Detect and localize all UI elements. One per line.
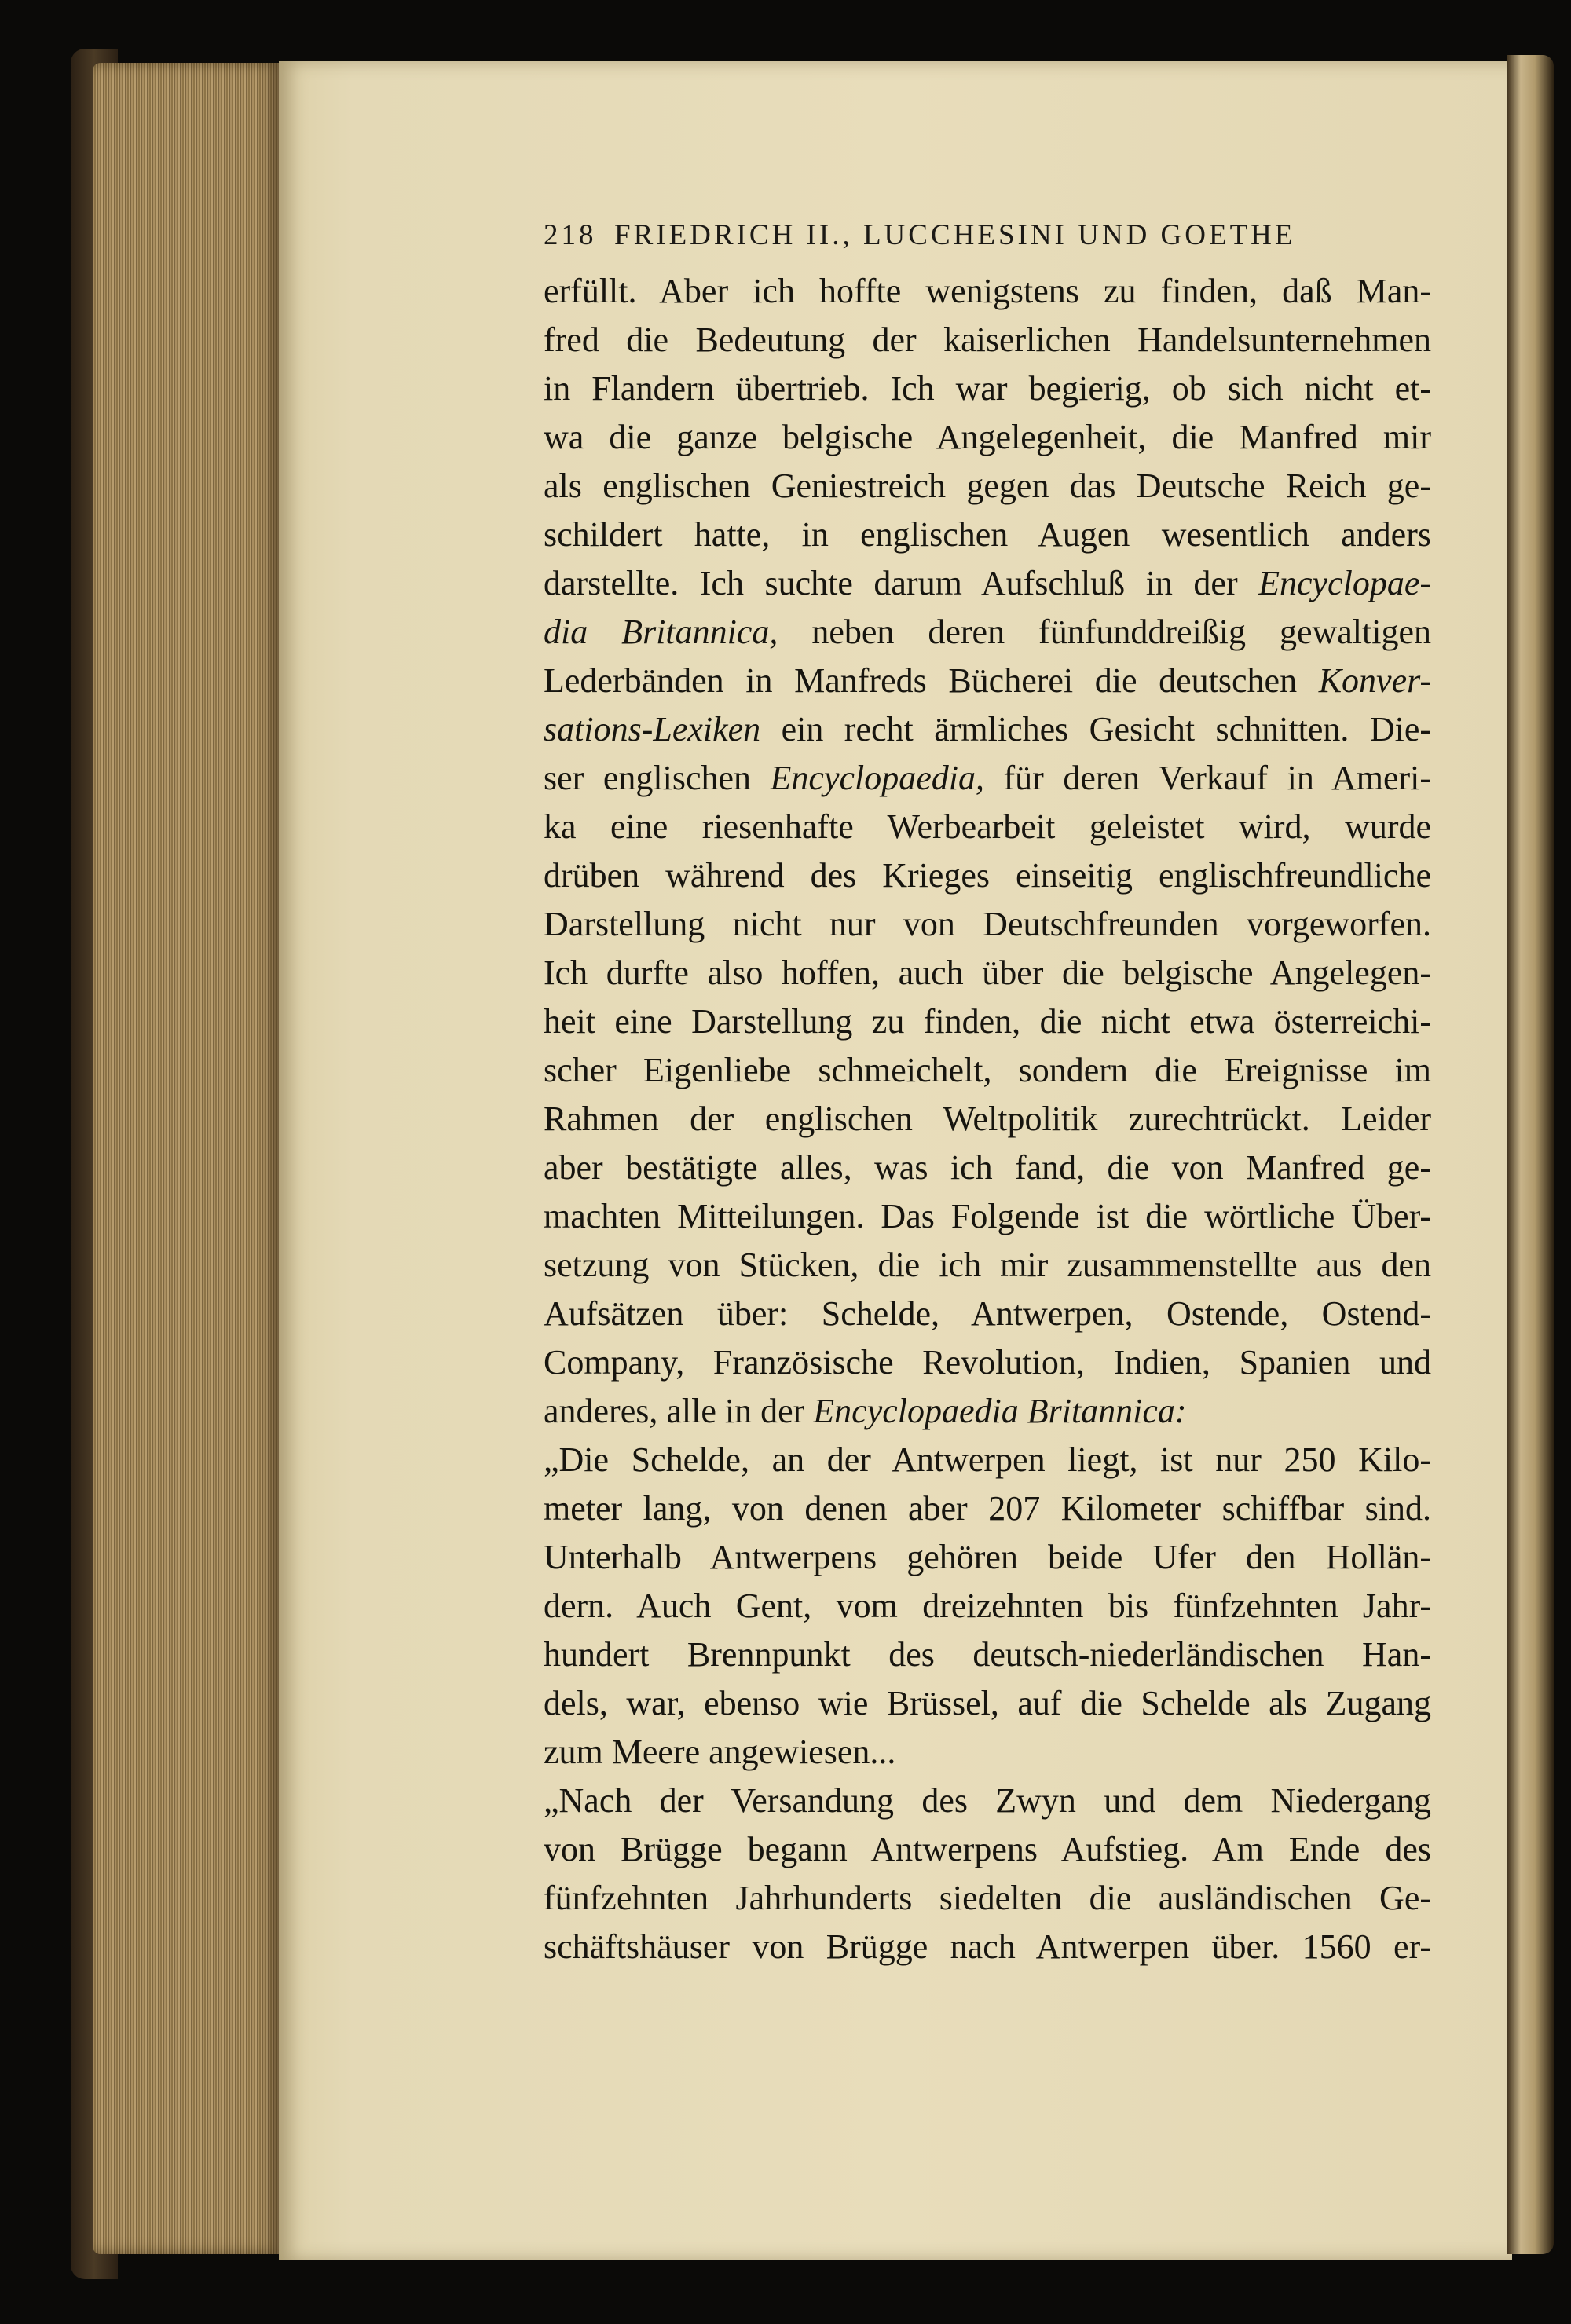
text-line	[544, 1582, 1431, 1630]
text-line	[544, 1533, 1431, 1582]
italic-title: dia Britannica,	[544, 613, 778, 651]
opposite-page-edge	[1507, 55, 1554, 2254]
text-line-content: Aufsätzen über: Schelde, Antwerpen, Ostende, Ostend-	[544, 1294, 1431, 1333]
running-head	[544, 218, 1408, 262]
text-line-content: von Brügge begann Antwerpens Aufstieg. Am Ende des	[544, 1830, 1431, 1868]
text-line-content: hundert Brennpunkt des deutsch-niederländischen Han-	[544, 1635, 1431, 1674]
text-line-content: schildert hatte, in englischen Augen wesentlich anders	[544, 515, 1431, 554]
text-line-content: Company, Französische Revolution, Indien, Spanien und	[544, 1343, 1431, 1382]
text-line	[544, 1679, 1431, 1728]
text-line-content: dern. Auch Gent, vom dreizehnten bis fünfzehnten Jahr-	[544, 1587, 1431, 1625]
text-line	[544, 1484, 1431, 1533]
text-line	[544, 1923, 1431, 1971]
text-line-content: aber bestätigte alles, was ich fand, die von Manfred ge-	[544, 1148, 1431, 1187]
text-line	[544, 1095, 1431, 1144]
text-line-content: erfüllt. Aber ich hoffte wenigstens zu finden, daß Man-	[544, 272, 1431, 310]
text-line-content: fünfzehnten Jahrhunderts siedelten die ausländischen Ge-	[544, 1879, 1431, 1917]
text-line-content: zum Meere angewiesen...	[544, 1733, 896, 1771]
text-line-content: in Flandern übertrieb. Ich war begierig, ob sich nicht et-	[544, 369, 1431, 408]
text-line-content: darstellte. Ich suchte darum Aufschluß in der	[544, 564, 1259, 602]
text-line-content: neben deren fünfunddreißig gewaltigen	[778, 613, 1431, 651]
text-line	[544, 1825, 1431, 1874]
text-line	[544, 511, 1431, 559]
running-title: FRIEDRICH II., LUCCHESINI UND GOETHE	[614, 219, 1296, 251]
text-line	[544, 267, 1431, 316]
text-line-content: „Nach der Versandung des Zwyn und dem Niedergang	[544, 1781, 1431, 1820]
page-number: 218	[544, 219, 597, 251]
text-line	[544, 1777, 1431, 1825]
italic-title: Encyclopae-	[1258, 564, 1431, 602]
text-line	[544, 900, 1431, 949]
text-line	[544, 754, 1431, 803]
text-line-content: ser englischen	[544, 759, 771, 797]
text-line	[544, 316, 1431, 364]
text-line	[544, 997, 1431, 1046]
text-line-content: Darstellung nicht nur von Deutschfreunden vorgeworfen.	[544, 905, 1431, 943]
text-line-content: Ich durfte also hoffen, auch über die belgische Angelegen-	[544, 953, 1431, 992]
text-line	[544, 1387, 1431, 1436]
text-line	[544, 413, 1431, 462]
text-line	[544, 1290, 1431, 1338]
text-line-content: heit eine Darstellung zu finden, die nicht etwa österreichi-	[544, 1002, 1431, 1041]
body-text	[544, 267, 1431, 1971]
text-line	[544, 1338, 1431, 1387]
text-line-content: Rahmen der englischen Weltpolitik zurechtrückt. Leider	[544, 1100, 1431, 1138]
text-line	[544, 803, 1431, 851]
text-line	[544, 851, 1431, 900]
text-line-content: drüben während des Krieges einseitig englischfreundliche	[544, 856, 1431, 895]
text-line-content: setzung von Stücken, die ich mir zusammenstellte aus den	[544, 1246, 1431, 1284]
text-line	[544, 1436, 1431, 1484]
text-line	[544, 559, 1431, 608]
text-line	[544, 1046, 1431, 1095]
text-line	[544, 1874, 1431, 1923]
text-line	[544, 705, 1431, 754]
page-block-edges	[93, 63, 281, 2254]
text-line	[544, 1241, 1431, 1290]
text-line-content: ka eine riesenhafte Werbearbeit geleistet wird, wurde	[544, 807, 1431, 846]
text-line	[544, 1728, 1431, 1777]
text-line	[544, 1144, 1431, 1192]
italic-title: Encyclopaedia Britannica:	[813, 1392, 1187, 1430]
text-line-content: meter lang, von denen aber 207 Kilometer schiffbar sind.	[544, 1489, 1431, 1528]
text-line-content: wa die ganze belgische Angelegenheit, die Manfred mir	[544, 418, 1431, 456]
text-line	[544, 949, 1431, 997]
text-line	[544, 462, 1431, 511]
text-line-content: fred die Bedeutung der kaiserlichen Handelsunternehmen	[544, 320, 1431, 359]
text-line-content: als englischen Geniestreich gegen das Deutsche Reich ge-	[544, 467, 1431, 505]
text-line-content: machten Mitteilungen. Das Folgende ist die wörtliche Über-	[544, 1197, 1431, 1235]
text-line	[544, 608, 1431, 657]
text-line-content: „Die Schelde, an der Antwerpen liegt, ist nur 250 Kilo-	[544, 1440, 1431, 1479]
text-line-content: scher Eigenliebe schmeichelt, sondern die Ereignisse im	[544, 1051, 1431, 1089]
text-line	[544, 1630, 1431, 1679]
text-line	[544, 1192, 1431, 1241]
text-line-content: für deren Verkauf in Ameri-	[984, 759, 1432, 797]
text-line-content: Unterhalb Antwerpens gehören beide Ufer den Hollän-	[544, 1538, 1431, 1576]
text-line-content: ein recht ärmliches Gesicht schnitten. Die-	[760, 710, 1431, 748]
italic-title: Encyclopaedia,	[770, 759, 984, 797]
italic-title: sations-Lexiken	[544, 710, 761, 748]
text-line	[544, 657, 1431, 705]
text-line-content: dels, war, ebenso wie Brüssel, auf die Schelde als Zugang	[544, 1684, 1431, 1722]
text-line	[544, 364, 1431, 413]
text-line-content: anderes, alle in der	[544, 1392, 814, 1430]
italic-title: Konver-	[1318, 661, 1431, 700]
text-line-content: schäftshäuser von Brügge nach Antwerpen über. 1560 er-	[544, 1927, 1431, 1966]
text-line-content: Lederbänden in Manfreds Bücherei die deutschen	[544, 661, 1319, 700]
